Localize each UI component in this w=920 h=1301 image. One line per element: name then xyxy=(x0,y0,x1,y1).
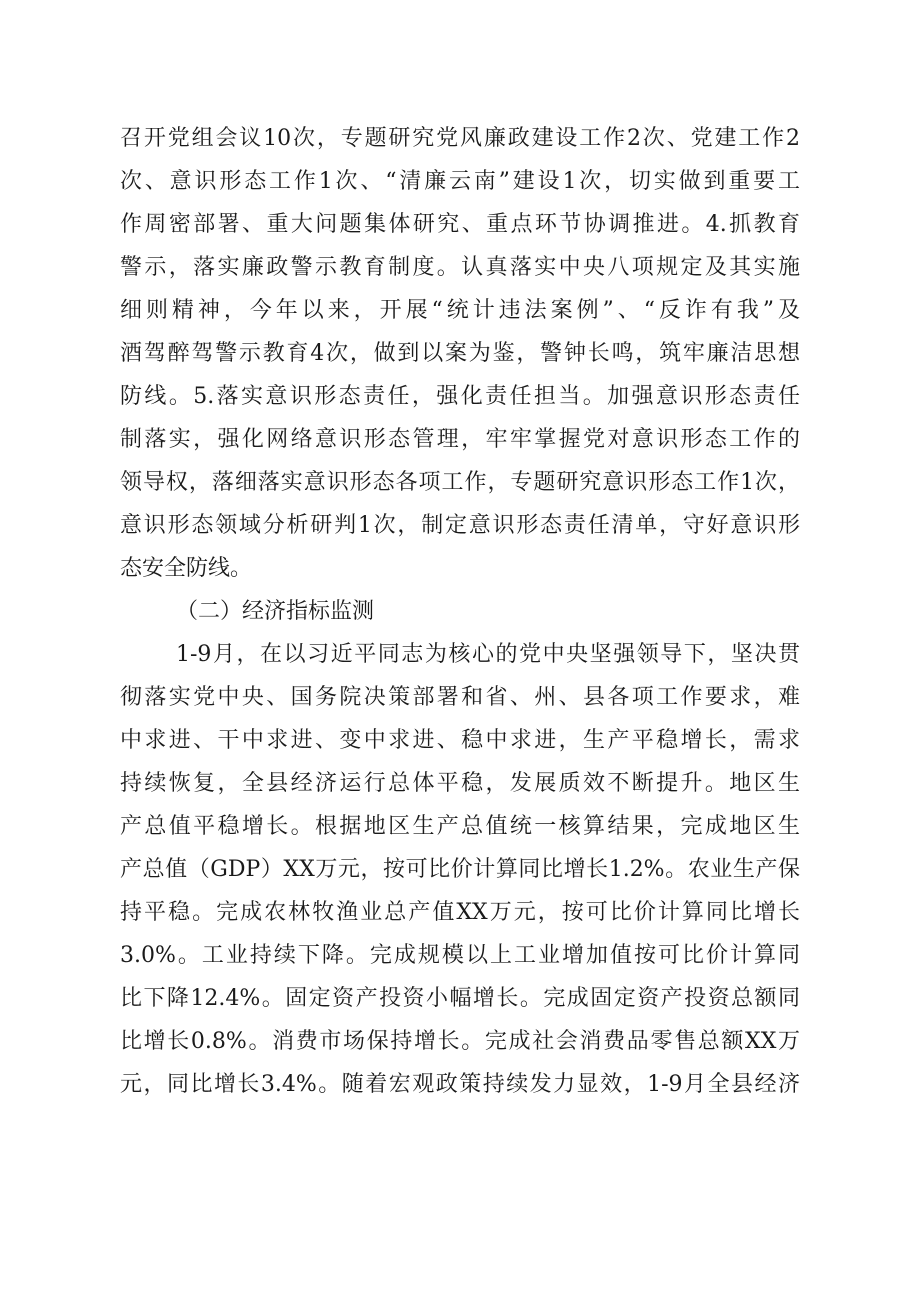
paragraph-line: 产总值平稳增长。根据地区生产总值统一核算结果，完成地区生 xyxy=(120,814,800,839)
paragraph-line: 彻落实党中央、国务院决策部署和省、州、县各项工作要求，难 xyxy=(120,685,800,710)
paragraph-line: 元，同比增长3.4%。随着宏观政策持续发力显效，1-9月全县经济 xyxy=(120,1072,800,1097)
section-heading: （二）经济指标监测 xyxy=(176,599,375,624)
paragraph-line: 比下降12.4%。固定资产投资小幅增长。完成固定资产投资总额同 xyxy=(120,986,800,1011)
paragraph-line: 持平稳。完成农林牧渔业总产值XX万元，按可比价计算同比增长 xyxy=(120,900,800,925)
paragraph-line: 领导权，落细落实意识形态各项工作，专题研究意识形态工作1次， xyxy=(120,470,800,495)
paragraph-line: 持续恢复，全县经济运行总体平稳，发展质效不断提升。地区生 xyxy=(120,771,800,796)
paragraph-line: 细则精神，今年以来，开展“统计违法案例”、“反诈有我”及 xyxy=(120,298,800,323)
paragraph-line: 意识形态领域分析研判1次，制定意识形态责任清单，守好意识形 xyxy=(120,513,800,538)
paragraph-line: 态安全防线。 xyxy=(120,556,253,581)
paragraph-line: 次、意识形态工作1次、“清廉云南”建设1次，切实做到重要工 xyxy=(120,169,800,194)
paragraph-line: 防线。5.落实意识形态责任，强化责任担当。加强意识形态责任 xyxy=(120,384,800,409)
paragraph-line: 产总值（GDP）XX万元，按可比价计算同比增长1.2%。农业生产保 xyxy=(120,857,800,882)
paragraph-line: 召开党组会议10次，专题研究党风廉政建设工作2次、党建工作2 xyxy=(120,126,800,151)
paragraph-line: 酒驾醉驾警示教育4次，做到以案为鉴，警钟长鸣，筑牢廉洁思想 xyxy=(120,341,800,366)
paragraph-line: 比增长0.8%。消费市场保持增长。完成社会消费品零售总额XX万 xyxy=(120,1029,800,1054)
paragraph-line: 警示，落实廉政警示教育制度。认真落实中央八项规定及其实施 xyxy=(120,255,800,280)
paragraph-line: 制落实，强化网络意识形态管理，牢牢掌握党对意识形态工作的 xyxy=(120,427,800,452)
paragraph-line: 中求进、干中求进、变中求进、稳中求进，生产平稳增长，需求 xyxy=(120,728,800,753)
paragraph-line: 3.0%。工业持续下降。完成规模以上工业增加值按可比价计算同 xyxy=(120,943,800,968)
paragraph-line: 作周密部署、重大问题集体研究、重点环节协调推进。4.抓教育 xyxy=(120,212,800,237)
paragraph-line: 1-9月，在以习近平同志为核心的党中央坚强领导下，坚决贯 xyxy=(176,642,800,667)
